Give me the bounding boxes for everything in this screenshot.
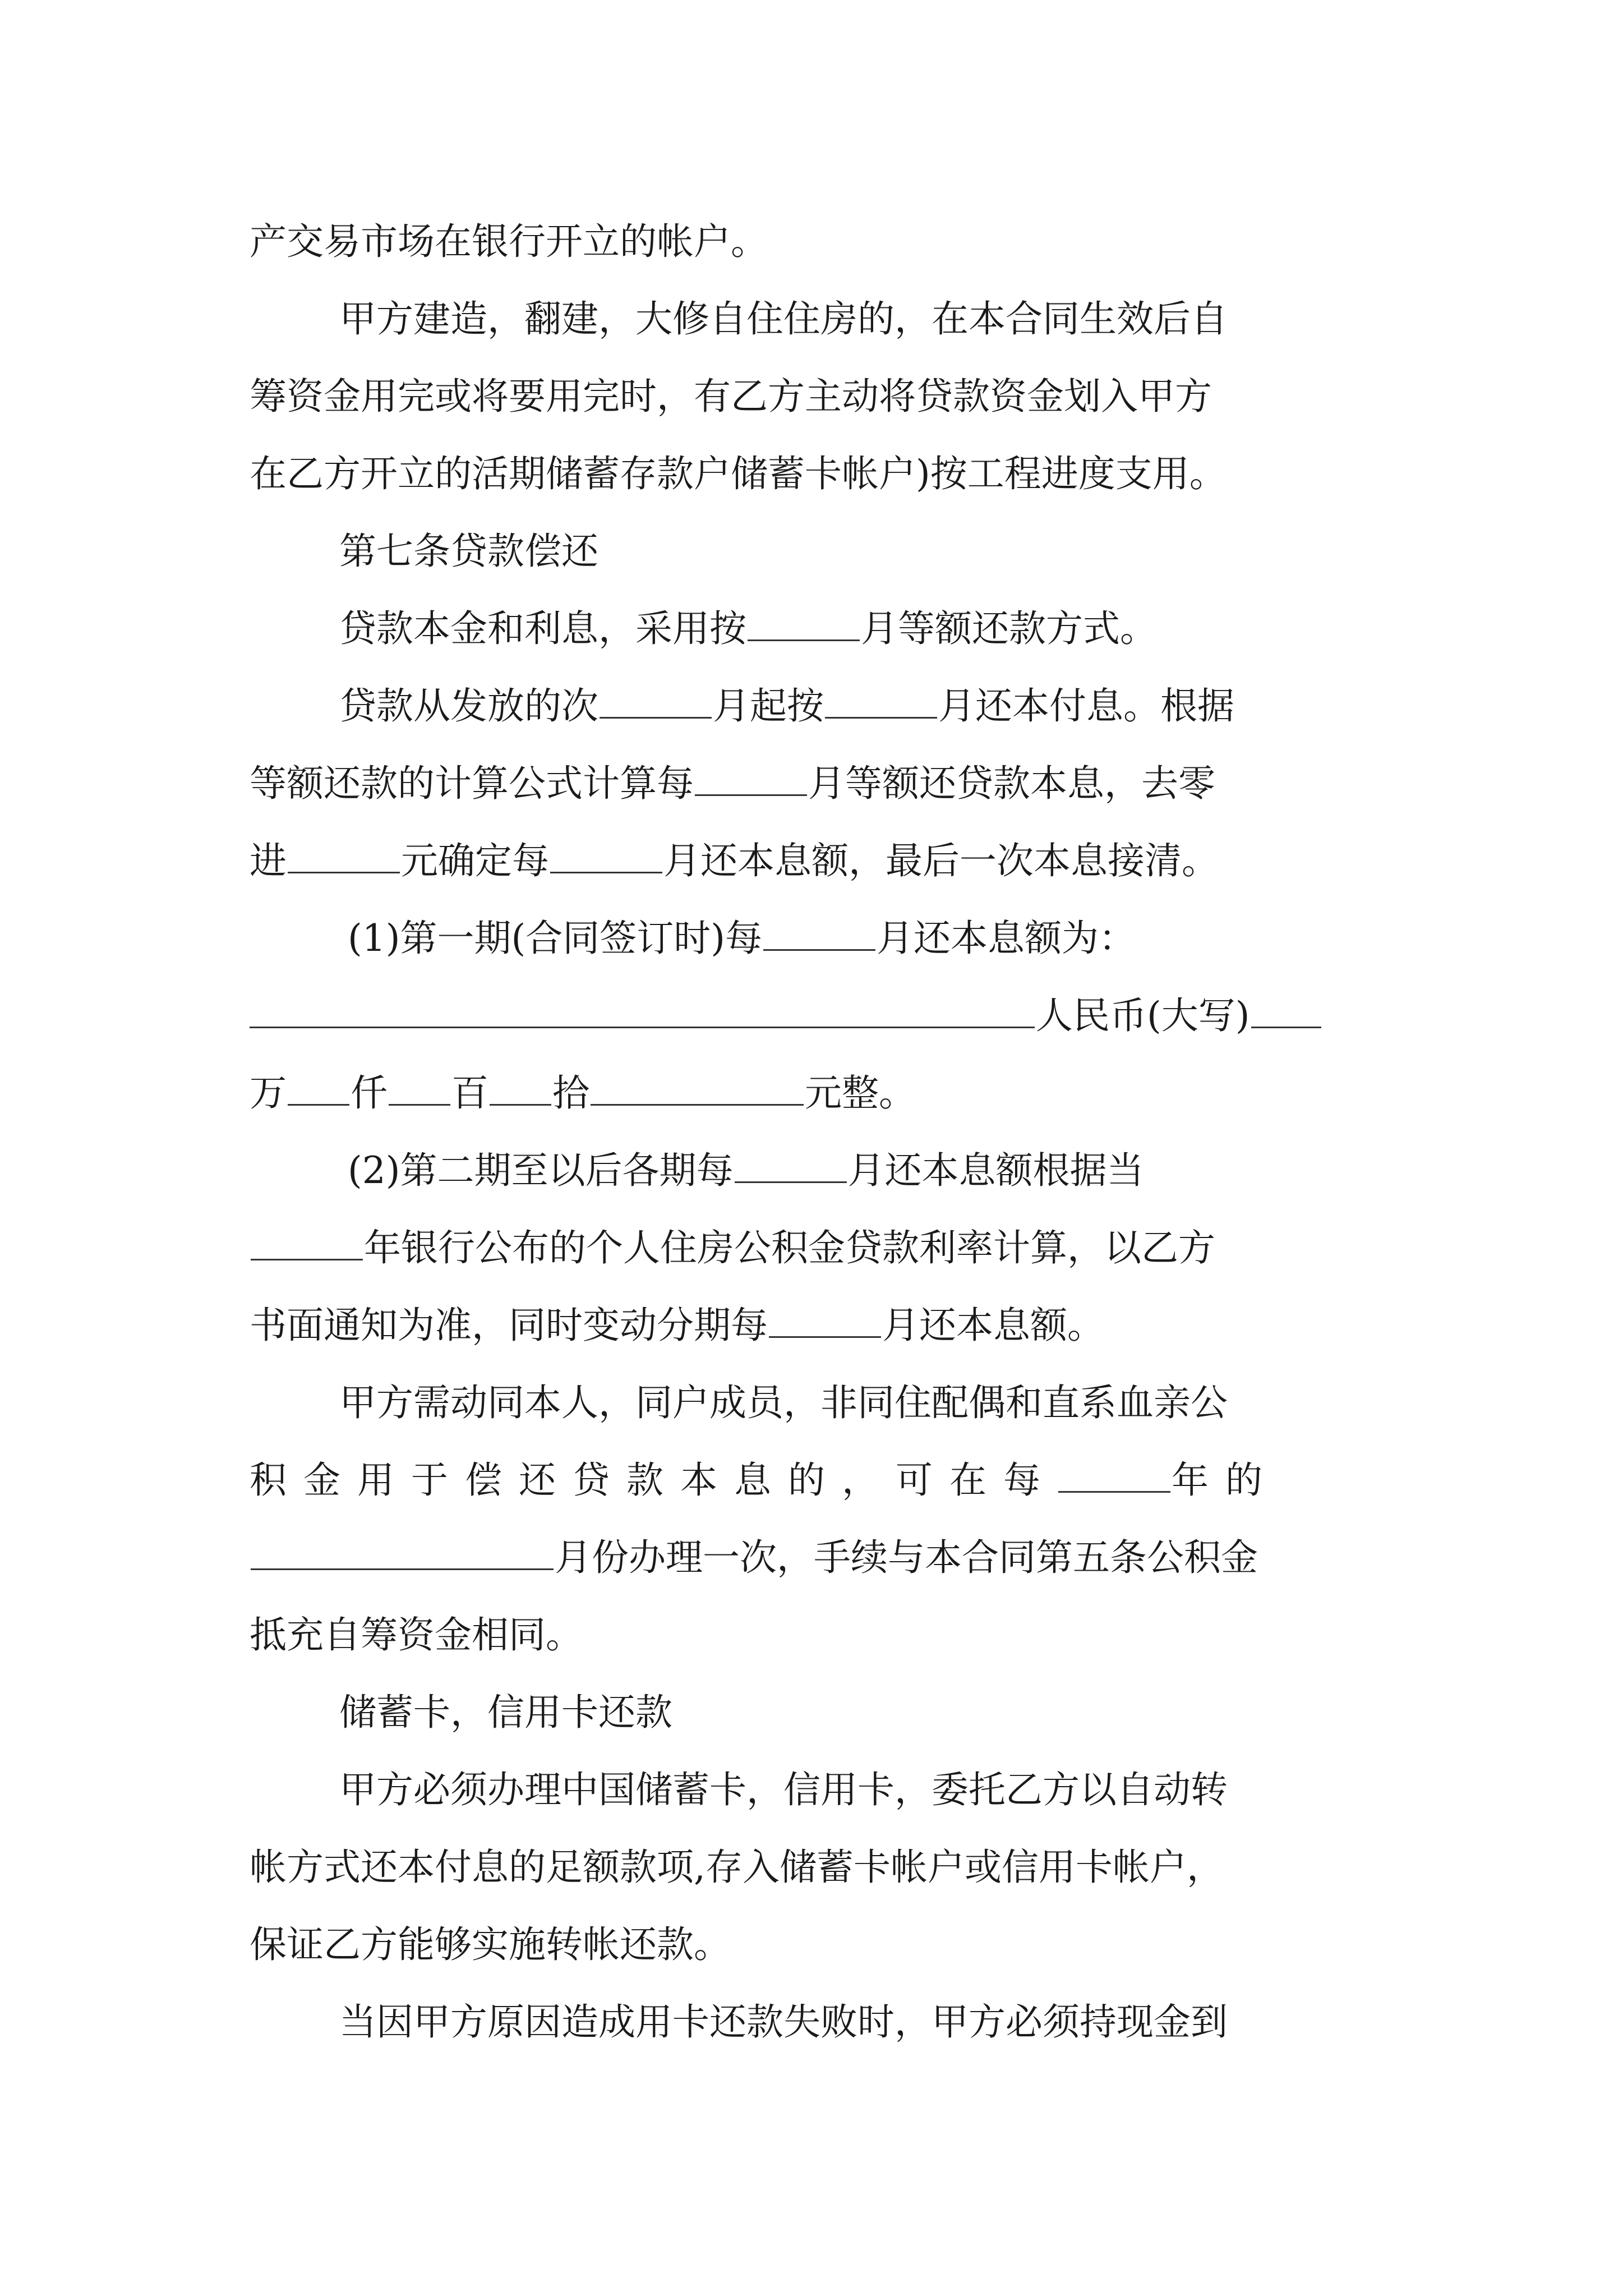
paragraph-text: 积金用于偿还贷款本息的，可在每 <box>250 1458 1057 1502</box>
section-title: 储蓄卡，信用卡还款 <box>339 1691 672 1734</box>
text-line <box>250 203 1385 280</box>
fill-in-blank[interactable] <box>389 1067 450 1106</box>
paragraph-text: 月还本付息。根据 <box>938 684 1234 728</box>
paragraph-text: 元确定每 <box>401 839 549 882</box>
text-line <box>250 1287 1385 1364</box>
paragraph-text: 在乙方开立的活期储蓄存款户储蓄卡帐户)按工程进度支用。 <box>250 452 1227 495</box>
paragraph-text: 月还本息额，最后一次本息接清。 <box>663 839 1219 882</box>
fill-in-blank[interactable] <box>591 1067 804 1106</box>
section-heading <box>250 1674 1385 1751</box>
text-line <box>250 900 1385 977</box>
paragraph-text: 月份办理一次，手续与本合同第五条公积金 <box>555 1536 1258 1579</box>
fill-in-blank[interactable] <box>250 990 1035 1028</box>
paragraph-text: 帐方式还本付息的足额款项,存入储蓄卡帐户或信用卡帐户， <box>250 1846 1224 1889</box>
fill-in-blank[interactable] <box>1058 1454 1170 1493</box>
text-line <box>250 1132 1385 1209</box>
paragraph-text: 当因甲方原因造成用卡还款失败时，甲方必须持现金到 <box>339 2000 1228 2044</box>
paragraph-text: 保证乙方能够实施转帐还款。 <box>250 1923 731 1966</box>
paragraph-text: 月等额还贷款本息，去零 <box>808 762 1215 805</box>
fill-in-blank[interactable] <box>490 1067 551 1106</box>
fill-in-blank[interactable] <box>600 680 712 719</box>
paragraph-text: 甲方必须办理中国储蓄卡，信用卡，委托乙方以自动转 <box>339 1768 1228 1811</box>
paragraph-text: 年银行公布的个人住房公积金贷款利率计算，以乙方 <box>364 1226 1215 1269</box>
text-line <box>250 1829 1385 1906</box>
paragraph-text: 月等额还款方式。 <box>861 607 1157 650</box>
text-line <box>250 1596 1385 1674</box>
paragraph-text: 百 <box>451 1071 488 1115</box>
text-line <box>250 745 1385 822</box>
paragraph-text: 抵充自筹资金相同。 <box>250 1613 583 1657</box>
text-line <box>250 1984 1385 2061</box>
paragraph-text: 月还本息额。 <box>882 1304 1104 1347</box>
paragraph-text: (1)第一期(合同签订时)每 <box>348 917 762 960</box>
paragraph-text: 甲方需动同本人，同户成员，非同住配偶和直系血亲公 <box>339 1381 1228 1424</box>
section-title: 第七条贷款偿还 <box>339 530 598 573</box>
paragraph-text: 筹资金用完或将要用完时，有乙方主动将贷款资金划入甲方 <box>250 375 1212 418</box>
text-line <box>250 668 1385 745</box>
paragraph-text: 仟 <box>351 1071 388 1115</box>
paragraph-text: 产交易市场在银行开立的帐户。 <box>250 220 768 263</box>
text-line <box>250 1519 1385 1596</box>
text-line <box>250 822 1385 900</box>
fill-in-blank[interactable] <box>550 835 662 873</box>
paragraph-text: 贷款本金和利息，采用按 <box>339 607 746 650</box>
fill-in-blank[interactable] <box>288 835 400 873</box>
text-line <box>250 590 1385 668</box>
section-heading <box>250 513 1385 590</box>
text-line <box>250 1751 1385 1829</box>
paragraph-text: 贷款从发放的次 <box>339 684 598 728</box>
text-line <box>250 280 1385 358</box>
text-line <box>250 1055 1385 1132</box>
paragraph-text: 万 <box>250 1071 287 1115</box>
text-line <box>250 358 1385 435</box>
text-line <box>250 435 1385 513</box>
fill-in-blank[interactable] <box>251 1222 363 1260</box>
paragraph-text: 月起按 <box>713 684 824 728</box>
paragraph-text: 元整。 <box>805 1071 916 1115</box>
paragraph-text: 人民币(大写) <box>1036 994 1250 1037</box>
fill-in-blank[interactable] <box>735 1144 847 1183</box>
paragraph-text: (2)第二期至以后各期每 <box>348 1149 734 1192</box>
text-line <box>250 1906 1385 1984</box>
fill-in-blank[interactable] <box>288 1067 349 1106</box>
paragraph-text: 进 <box>250 839 287 882</box>
text-line <box>250 1209 1385 1287</box>
fill-in-blank[interactable] <box>769 1299 881 1338</box>
fill-in-blank[interactable] <box>748 602 860 641</box>
paragraph-text: 甲方建造，翻建，大修自住住房的，在本合同生效后自 <box>339 297 1228 341</box>
document-body <box>250 203 1385 2061</box>
text-line <box>250 1442 1385 1519</box>
paragraph-text: 年的 <box>1172 1458 1279 1502</box>
text-line <box>250 977 1385 1055</box>
fill-in-blank[interactable] <box>251 1531 554 1570</box>
fill-in-blank[interactable] <box>695 757 807 796</box>
paragraph-text: 等额还款的计算公式计算每 <box>250 762 694 805</box>
paragraph-text: 月还本息额为： <box>877 917 1136 960</box>
text-line <box>250 1364 1385 1442</box>
paragraph-text: 书面通知为准，同时变动分期每 <box>250 1304 768 1347</box>
fill-in-blank[interactable] <box>763 912 875 951</box>
paragraph-text: 月还本息额根据当 <box>847 1149 1144 1192</box>
fill-in-blank[interactable] <box>825 680 937 719</box>
paragraph-text: 拾 <box>552 1071 589 1115</box>
fill-in-blank[interactable] <box>1251 990 1321 1028</box>
